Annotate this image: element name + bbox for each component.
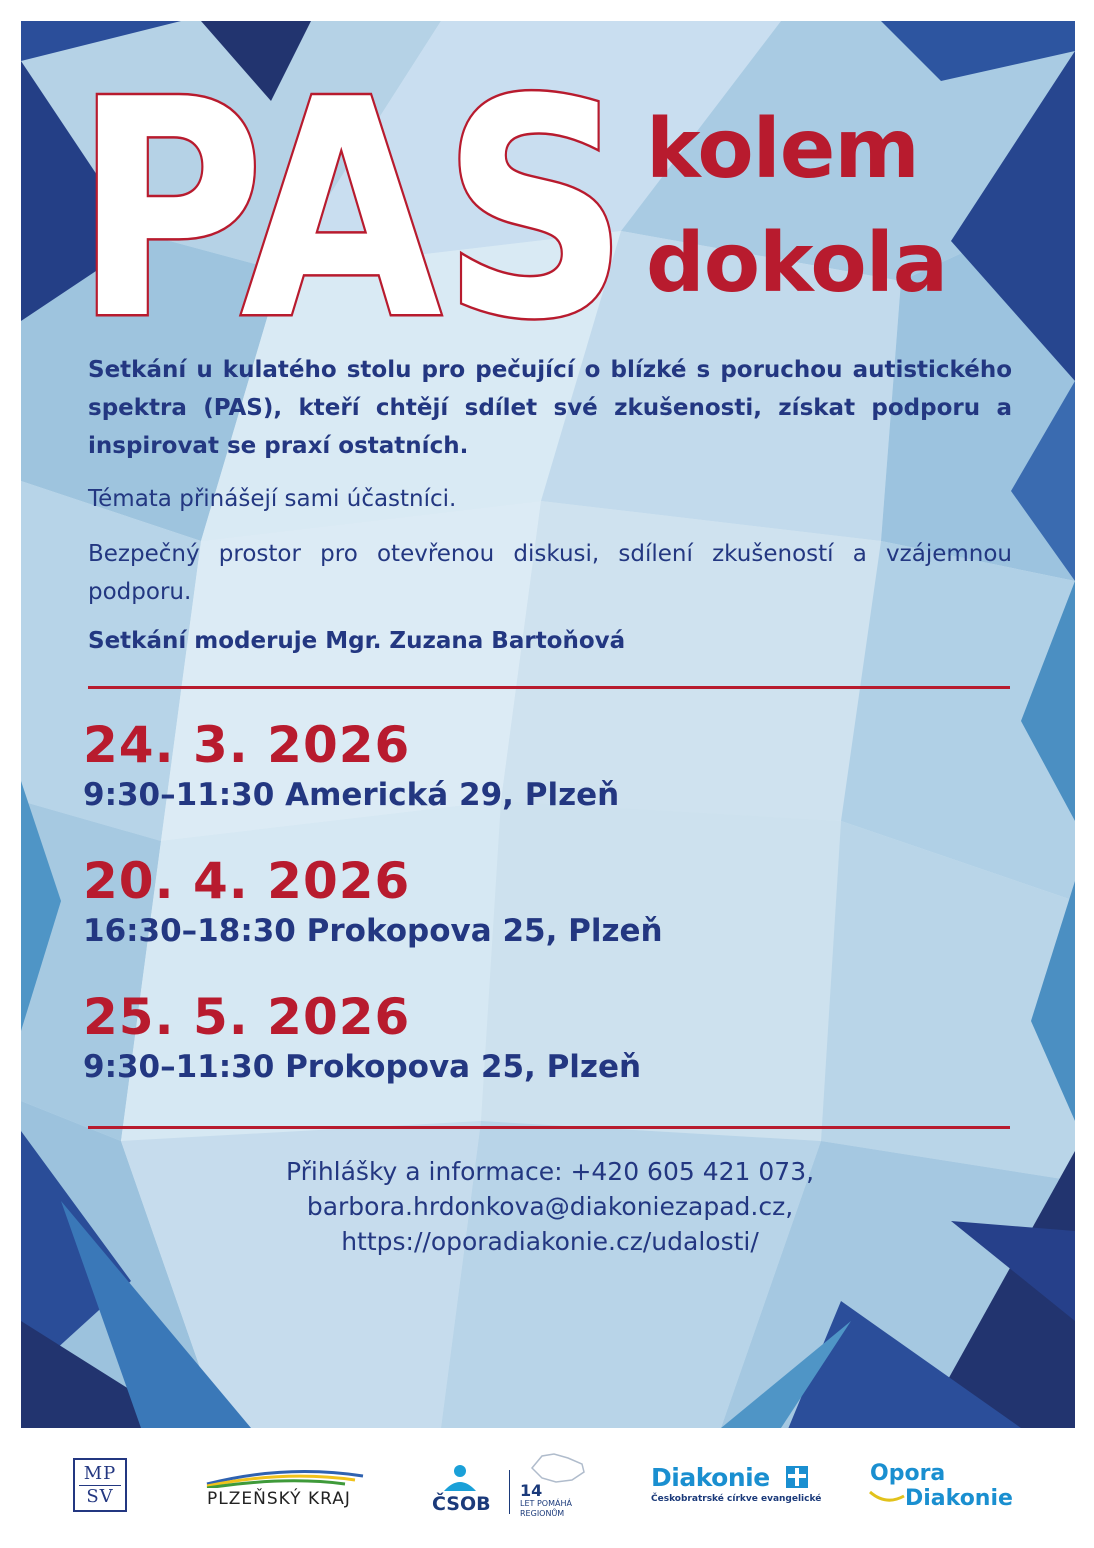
divider-top: [88, 686, 1010, 689]
poster: [21, 21, 1075, 1428]
contacts: [88, 1154, 1012, 1259]
opora-swoosh-icon: [868, 1488, 908, 1504]
mpsv-top: MP: [83, 1463, 117, 1484]
title-pas: [74, 69, 634, 339]
intro-text: Setkání u kulatého stolu pro pečující o blízké s poruchou autistického spektra (PAS), kteří chtějí sdílet své zkušenosti, získat podporu a inspirovat se praxí ostatních.: [88, 357, 1012, 459]
contact-url[interactable]: https://oporadiakonie.cz/udalosti/: [341, 1227, 759, 1256]
mpsv-bottom: SV: [86, 1486, 114, 1507]
divider-bottom: [88, 1126, 1010, 1129]
title-dokola: dokola: [646, 216, 948, 311]
diakonie-subtitle: Českobratrské církve evangelické: [651, 1494, 822, 1504]
event-date: 24. 3. 2026: [83, 716, 411, 774]
diakonie-cross-icon: [786, 1466, 808, 1488]
csob-hedgehog-icon: [440, 1463, 480, 1493]
event-2: [83, 853, 1023, 951]
event-info: 16:30–18:30 Prokopova 25, Plzeň: [83, 913, 663, 949]
event-1: [83, 717, 1023, 815]
csob-divider: [509, 1470, 510, 1514]
event-3: [83, 989, 1023, 1087]
event-date: 25. 5. 2026: [83, 988, 411, 1046]
diakonie-logo: Diakonie: [651, 1463, 770, 1492]
plzensky-kraj-swoosh-icon: [205, 1462, 365, 1488]
opora-logo-line2: Diakonie: [905, 1486, 1013, 1511]
opora-logo-line1: Opora: [870, 1461, 946, 1486]
contact-phone: Přihlášky a informace: +420 605 421 073,: [285, 1157, 815, 1186]
safe-space-text: Bezpečný prostor pro otevřenou diskusi, sdílení zkušeností a vzájemnou podporu.: [88, 541, 1012, 605]
contact-email[interactable]: barbora.hrdonkova@diakoniezapad.cz,: [306, 1192, 794, 1221]
event-info: 9:30–11:30 Americká 29, Plzeň: [83, 777, 620, 813]
plzensky-kraj-logo: PLZEŇSKÝ KRAJ: [207, 1489, 351, 1509]
csob-logo: ČSOB: [432, 1493, 491, 1515]
csob-years: 14: [520, 1481, 543, 1500]
title-pas-text: PAS: [74, 69, 629, 339]
mpsv-logo: [73, 1458, 127, 1512]
title-kolem: kolem: [646, 102, 919, 197]
moderator-text: Setkání moderuje Mgr. Zuzana Bartoňová: [88, 628, 626, 654]
event-info: 9:30–11:30 Prokopova 25, Plzeň: [83, 1049, 642, 1085]
csob-tagline: LET POMÁHÁ REGIONŮM: [520, 1499, 572, 1518]
event-date: 20. 4. 2026: [83, 852, 411, 910]
topics-text: Témata přinášejí sami účastníci.: [88, 486, 457, 512]
